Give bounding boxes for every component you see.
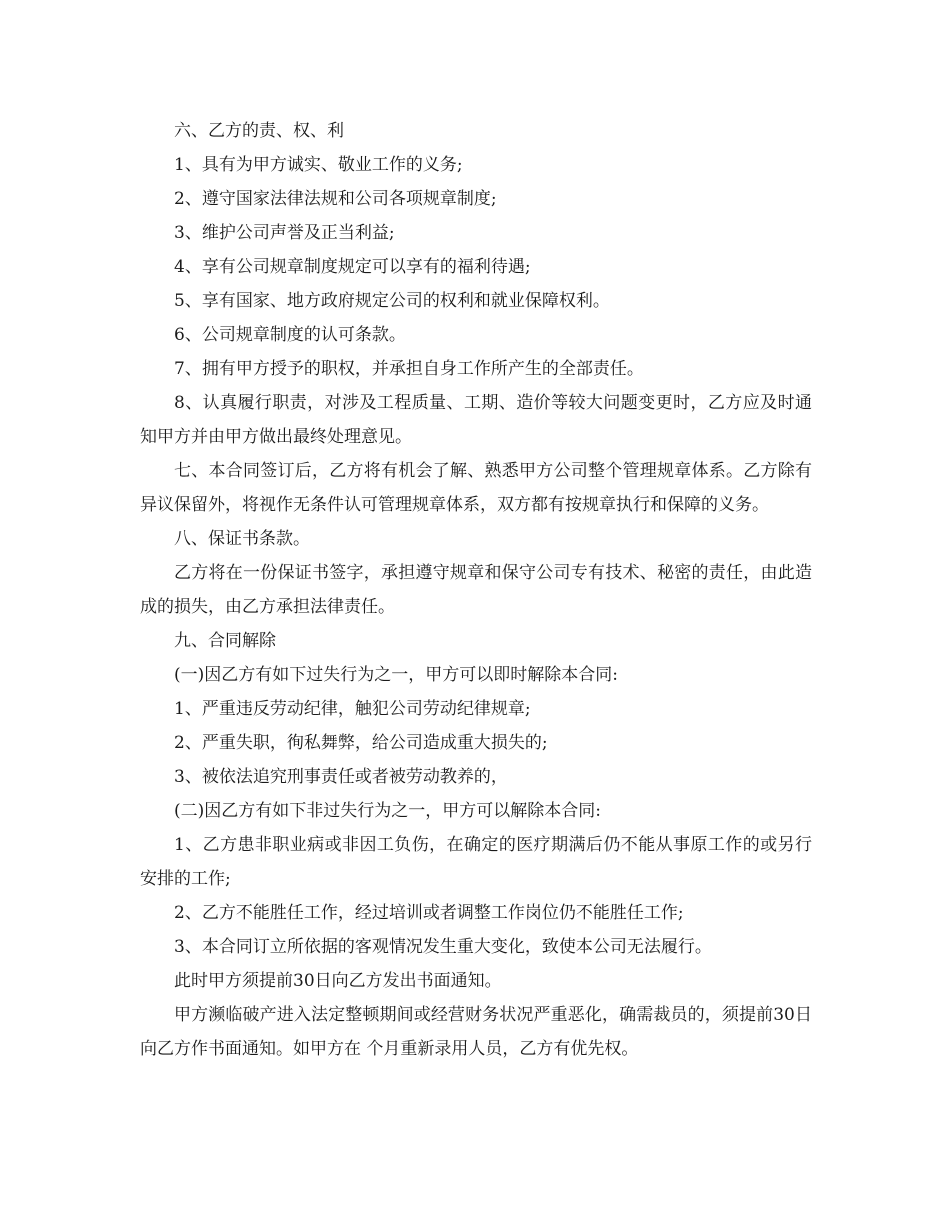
paragraph-item: 7、拥有甲方授予的职权，并承担自身工作所产生的全部责任。 (174, 359, 644, 379)
paragraph-item: 2、遵守国家法律法规和公司各项规章制度; (174, 189, 497, 209)
paragraph-item: 2、严重失职，徇私舞弊，给公司造成重大损失的; (174, 733, 548, 753)
paragraph-item: 5、享有国家、地方政府规定公司的权利和就业保障权利。 (174, 291, 610, 311)
paragraph-section-nine-title: 九、合同解除 (174, 631, 276, 651)
paragraph-item: 1、严重违反劳动纪律，触犯公司劳动纪律规章; (174, 699, 531, 719)
paragraph-notice: 此时甲方须提前30日向乙方发出书面通知。 (174, 971, 502, 991)
paragraph-subsection-one: (一)因乙方有如下过失行为之一，甲方可以即时解除本合同: (174, 665, 618, 685)
paragraph-item: 2、乙方不能胜任工作，经过培训或者调整工作岗位仍不能胜任工作; (174, 903, 684, 923)
paragraph-layoff: 甲方濒临破产进入法定整顿期间或经营财务状况严重恶化，确需裁员的，须提前30日向乙方作书面通知。如甲方在 个月重新录用人员，乙方有优先权。 (140, 1005, 812, 1059)
document-body (140, 114, 812, 1066)
paragraph-item: 3、本合同订立所依据的客观情况发生重大变化，致使本公司无法履行。 (174, 937, 712, 957)
paragraph-section-eight-title: 八、保证书条款。 (174, 529, 310, 549)
paragraph-section-six-title: 六、乙方的责、权、利 (174, 121, 344, 141)
paragraph-section-seven: 七、本合同签订后，乙方将有机会了解、熟悉甲方公司整个管理规章体系。乙方除有异议保留外，将视作无条件认可管理规章体系，双方都有按规章执行和保障的义务。 (140, 461, 812, 515)
paragraph-guarantee: 乙方将在一份保证书签字，承担遵守规章和保守公司专有技术、秘密的责任，由此造成的损失，由乙方承担法律责任。 (140, 563, 812, 617)
paragraph-item: 6、公司规章制度的认可条款。 (174, 325, 406, 345)
paragraph-item: 1、乙方患非职业病或非因工负伤，在确定的医疗期满后仍不能从事原工作的或另行安排的工作; (140, 835, 812, 889)
paragraph-item: 8、认真履行职责，对涉及工程质量、工期、造价等较大问题变更时，乙方应及时通知甲方并由甲方做出最终处理意见。 (140, 393, 812, 447)
paragraph-subsection-two: (二)因乙方有如下非过失行为之一，甲方可以解除本合同: (174, 801, 601, 821)
paragraph-item: 1、具有为甲方诚实、敬业工作的义务; (174, 155, 463, 175)
paragraph-item: 3、被依法追究刑事责任或者被劳动教养的， (174, 767, 508, 787)
paragraph-item: 4、享有公司规章制度规定可以享有的福利待遇; (174, 257, 531, 277)
paragraph-item: 3、维护公司声誉及正当利益; (174, 223, 395, 243)
